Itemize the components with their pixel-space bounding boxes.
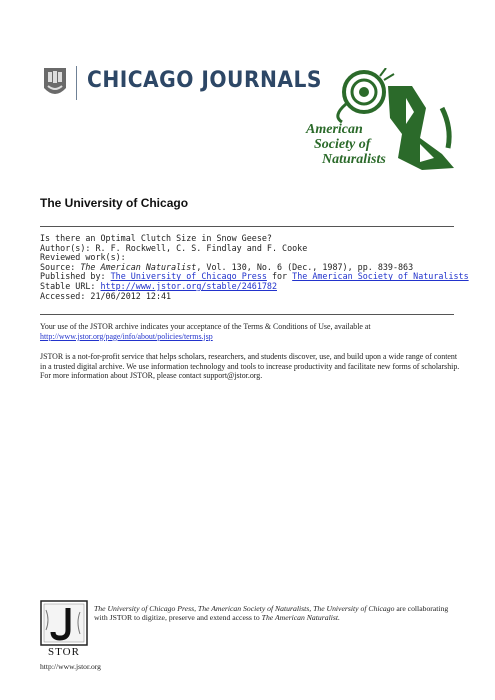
terms-link[interactable]: http://www.jstor.org/page/info/about/policies/terms.jsp	[40, 331, 213, 341]
authors: R. F. Rockwell, C. S. Findlay and F. Cooke	[95, 242, 308, 253]
terms-notice	[40, 322, 460, 341]
publisher-link-asn[interactable]: The American Society of Naturalists	[292, 271, 469, 282]
for-word: for	[271, 271, 288, 282]
stable-url-link[interactable]: http://www.jstor.org/stable/2461782	[100, 280, 277, 291]
collab-text: are collaborating with JSTOR to digitize, preserve and extend access to	[94, 604, 449, 623]
accessed-date: Accessed: 21/06/2012 12:41	[40, 290, 172, 301]
institution-name: The University of Chicago	[40, 196, 189, 210]
asn-wordmark	[306, 122, 386, 167]
authors-label: Author(s):	[40, 242, 91, 253]
jstor-url[interactable]: http://www.jstor.org	[40, 662, 101, 671]
source-label: Source:	[40, 261, 76, 272]
divider-bottom	[40, 314, 454, 315]
article-title: Is there an Optimal Clutch Size in Snow Geese?	[40, 233, 272, 243]
collab-journal: The American Naturalist.	[261, 613, 340, 623]
publisher-link-uchicago-press[interactable]: The University of Chicago Press	[110, 271, 267, 282]
logo-divider	[76, 66, 77, 100]
asn-line-1: American	[306, 122, 363, 137]
published-label: Published by:	[40, 271, 106, 282]
terms-text: Your use of the JSTOR archive indicates your acceptance of the Terms & Conditions of Use, available at	[40, 322, 371, 331]
university-seal-icon	[42, 64, 68, 102]
jstor-logo-text: STOR	[48, 646, 80, 658]
chicago-journals-wordmark: CHICAGO JOURNALS	[87, 68, 322, 93]
citation-block	[40, 234, 469, 301]
collab-partners: The University of Chicago Press, The American Society of Naturalists, The University of Chicago	[94, 604, 395, 613]
divider-top	[40, 226, 454, 227]
stable-url-label: Stable URL:	[40, 280, 96, 291]
reviewed-works: Reviewed work(s):	[40, 252, 126, 263]
asn-logo	[302, 68, 462, 178]
chicago-journals-logo	[42, 64, 322, 104]
collaboration-notice	[94, 604, 454, 623]
journal-name: The American Naturalist	[80, 261, 197, 272]
asn-line-3: Naturalists	[322, 152, 386, 167]
source-details: , Vol. 130, No. 6 (Dec., 1987), pp. 839-863	[196, 261, 414, 272]
jstor-about-text: JSTOR is a not-for-profit service that helps scholars, researchers, and students discover, use, and build upon a wide range of content in a trusted digital archive. We use information technology and tools to increase productivity and facilitate new forms of scholarship. For more information about JSTOR, please contact support@jstor.org.	[40, 352, 460, 381]
asn-line-2: Society of	[314, 137, 371, 152]
jstor-logo-icon	[40, 600, 88, 658]
